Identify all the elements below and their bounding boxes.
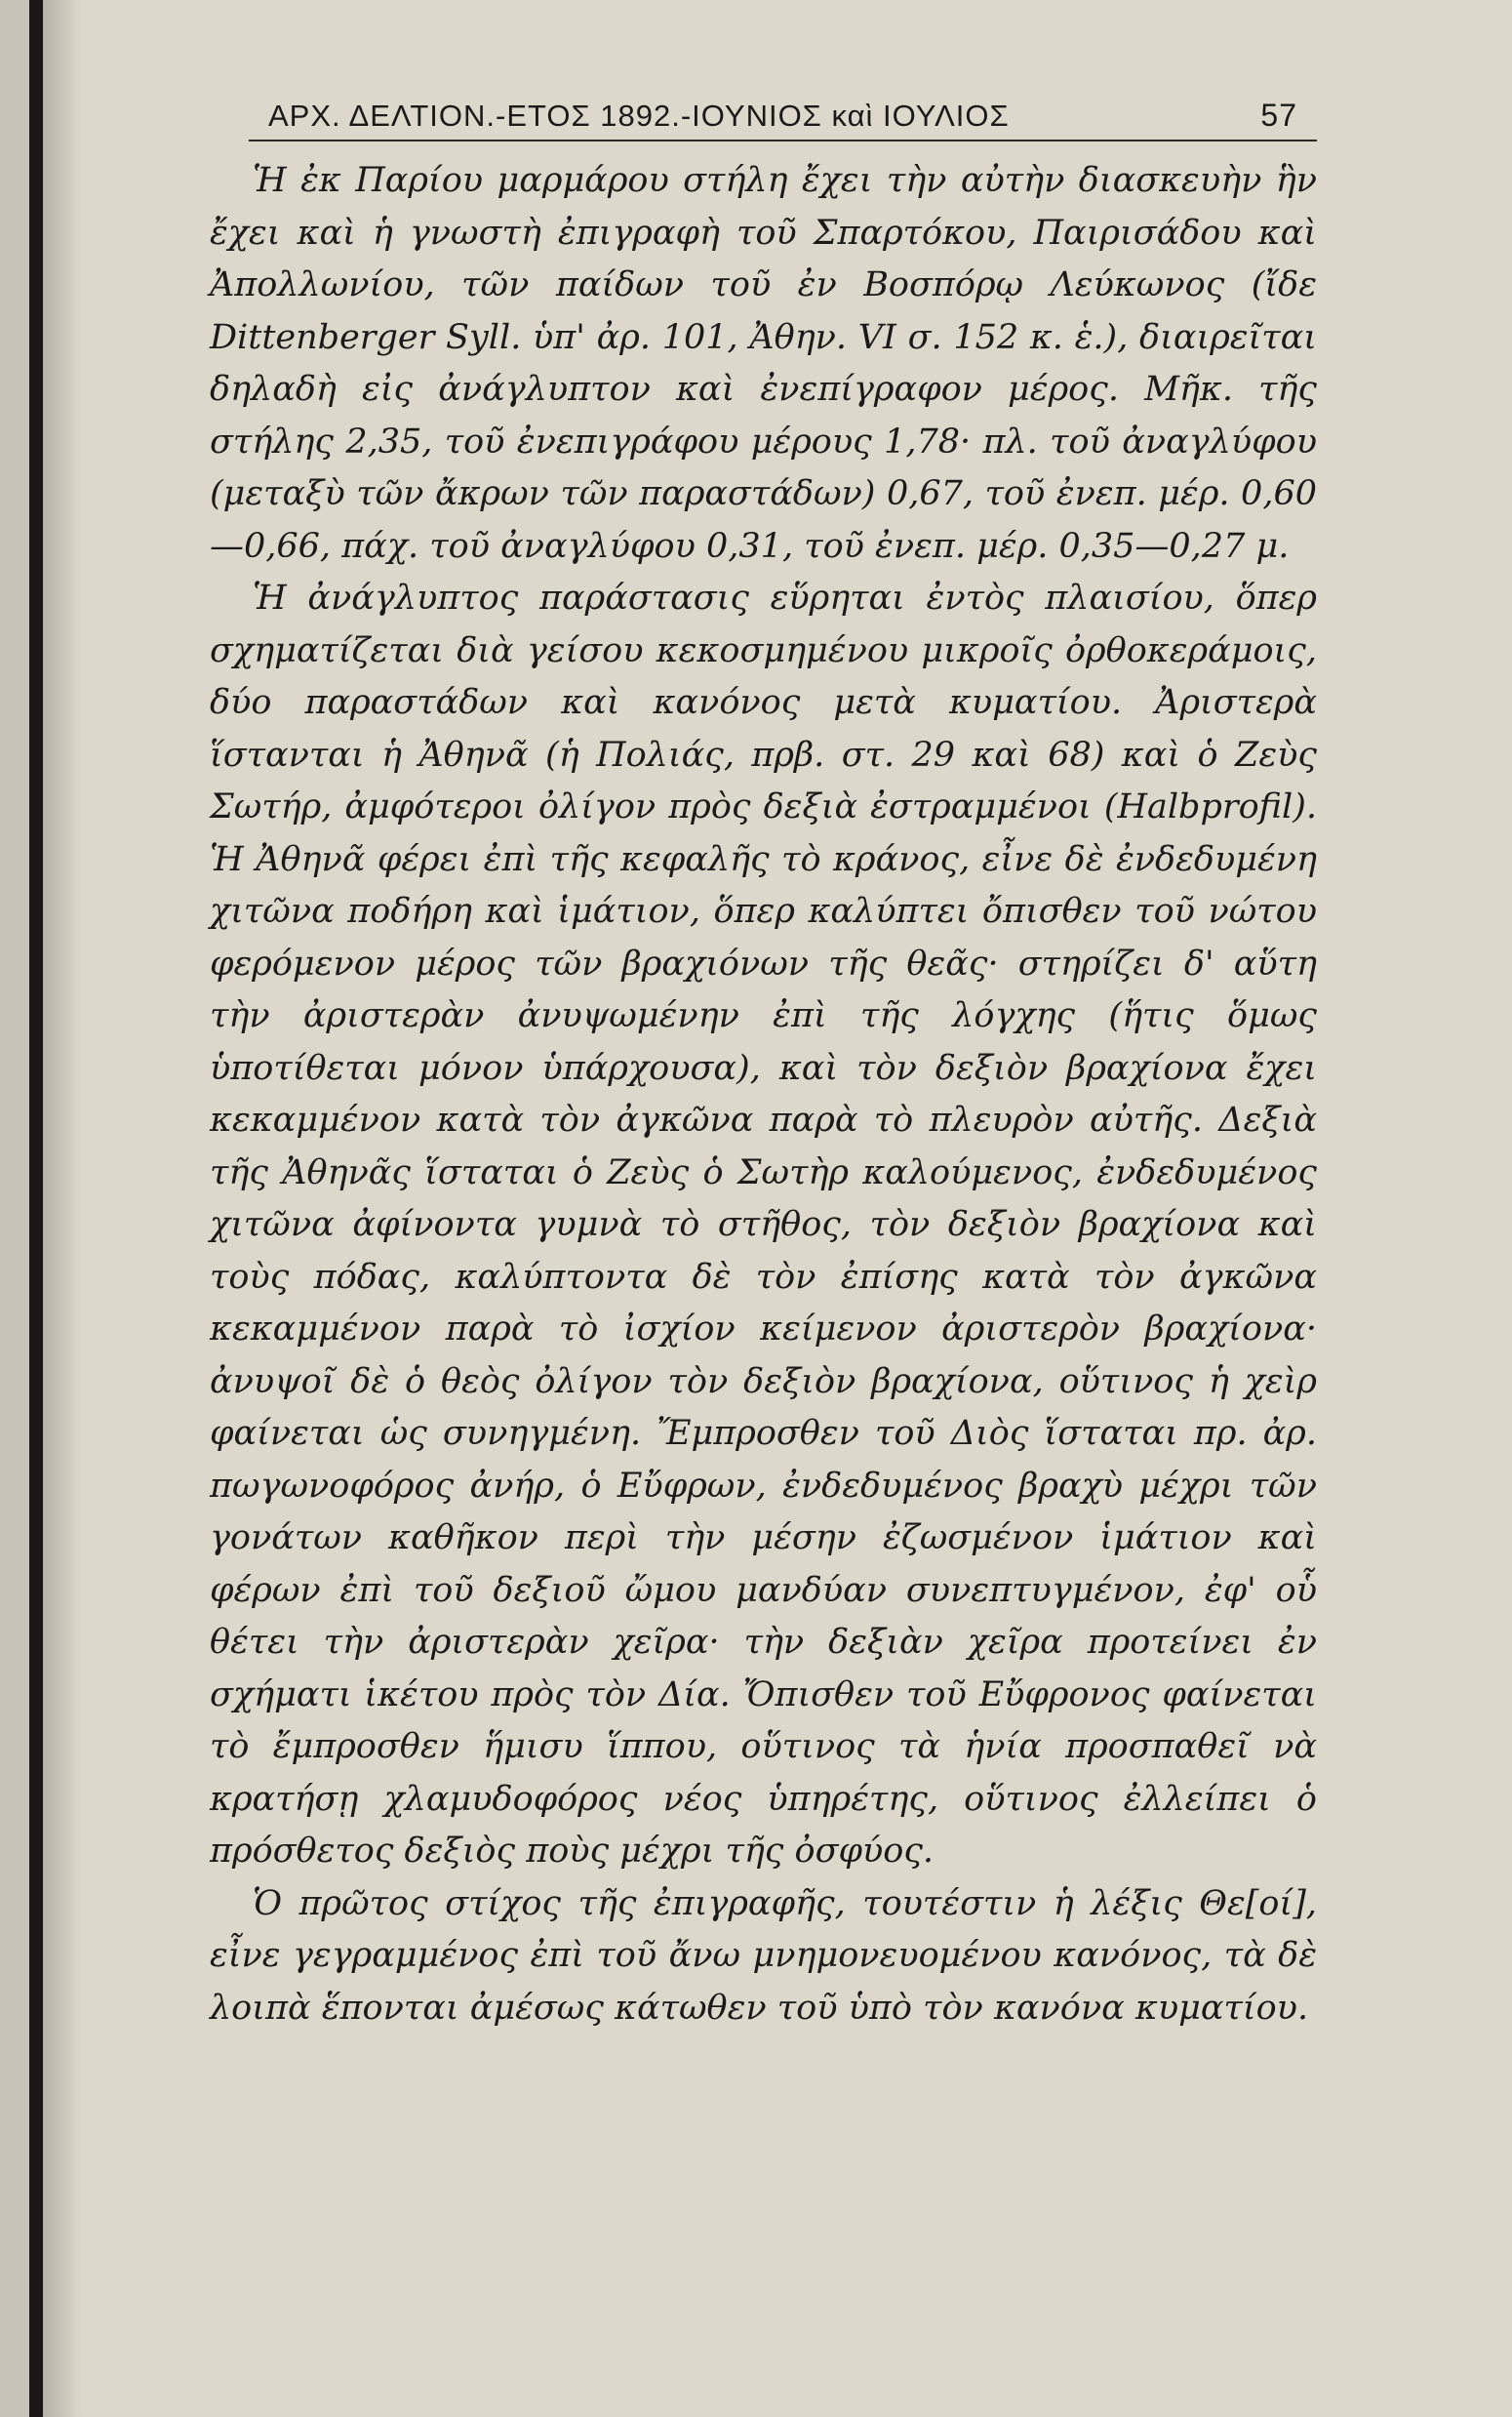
paragraph: Ὁ πρῶτος στίχος τῆς ἐπιγραφῆς, τουτέστιν ἡ λέξις Θε[οί], εἶνε γεγραμμένος ἐπὶ τοῦ ἄνω μνημονευομένου κανόνος, τὰ δὲ λοιπὰ ἕπονται ἀμέσως κάτωθεν τοῦ ὑπὸ τὸν κανόνα κυματίου. bbox=[210, 1883, 1317, 2028]
body-text bbox=[210, 155, 1317, 2034]
running-header bbox=[210, 98, 1317, 140]
paragraph: Ἡ ἀνάγλυπτος παράστασις εὕρηται ἐντὸς πλαισίου, ὅπερ σχηματίζεται διὰ γείσου κεκοσμημένου μικροῖς ὀρθοκεράμοις, δύο παραστάδων καὶ κανόνος μετὰ κυματίου. Ἀριστερὰ ἵστανται ἡ Ἀθηνᾶ (ἡ Πολιάς, πρβ. στ. 29 καὶ 68) καὶ ὁ Ζεὺς Σωτήρ, ἀμφότεροι ὀλίγον πρὸς δεξιὰ ἐστραμμένοι (Halbprofil). Ἡ Ἀθηνᾶ φέρει ἐπὶ τῆς κεφαλῆς τὸ κράνος, εἶνε δὲ ἐνδεδυμένη χιτῶνα ποδήρη καὶ ἱμάτιον, ὅπερ καλύπτει ὄπισθεν τοῦ νώτου φερόμενον μέρος τῶν βραχιόνων τῆς θεᾶς· στηρίζει δ' αὕτη τὴν ἀριστερὰν ἀνυψωμένην ἐπὶ τῆς λόγχης (ἥτις ὅμως ὑποτίθεται μόνον ὑπάρχουσα), καὶ τὸν δεξιὸν βραχίονα ἔχει κεκαμμένον κατὰ τὸν ἀγκῶνα παρὰ τὸ πλευρὸν αὐτῆς. Δεξιὰ τῆς Ἀθηνᾶς ἵσταται ὁ Ζεὺς ὁ Σωτὴρ καλούμενος, ἐνδεδυμένος χιτῶνα ἀφίνοντα γυμνὰ τὸ στῆθος, τὸν δεξιὸν βραχίονα καὶ τοὺς πόδας, καλύπτοντα δὲ τὸν ἐπίσης κατὰ τὸν ἀγκῶνα κεκαμμένον παρὰ τὸ ἰσχίον κείμενον ἀριστερὸν βραχίονα· ἀνυψοῖ δὲ ὁ θεὸς ὀλίγον τὸν δεξιὸν βραχίονα, οὕτινος ἡ χεὶρ φαίνεται ὡς συνηγμένη. Ἔμπροσθεν τοῦ Διὸς ἵσταται πρ. ἀρ. πωγωνοφόρος ἀνήρ, ὁ Εὔφρων, ἐνδεδυμένος βραχὺ μέχρι τῶν γονάτων καθῆκον περὶ τὴν μέσην ἐζωσμένον ἱμάτιον καὶ φέρων ἐπὶ τοῦ δεξιοῦ ὤμου μανδύαν συνεπτυγμένον, ἐφ' οὗ θέτει τὴν ἀριστερὰν χεῖρα· τὴν δεξιὰν χεῖρα προτείνει ἐν σχήματι ἱκέτου πρὸς τὸν Δία. Ὄπισθεν τοῦ Εὔφρονος φαίνεται τὸ ἔμπροσθεν ἥμισυ ἵππου, οὕτινος τὰ ἡνία προσπαθεῖ νὰ κρατήσῃ χλαμυδοφόρος νέος ὑπηρέτης, οὕτινος ἐλλείπει ὁ πρόσθετος δεξιὸς ποὺς μέχρι τῆς ὀσφύος. bbox=[210, 579, 1317, 1871]
book-spine bbox=[29, 0, 43, 2417]
page-number: 57 bbox=[1260, 98, 1297, 133]
header-rule bbox=[249, 140, 1317, 141]
running-title: ΑΡΧ. ΔΕΛΤΙΟΝ.-ΕΤΟΣ 1892.-ΙΟΥΝΙΟΣ καὶ ΙΟΥΛΙΟΣ bbox=[268, 99, 1010, 133]
gutter-shadow bbox=[43, 0, 82, 2417]
paragraph: Ἡ ἐκ Παρίου μαρμάρου στήλη ἔχει τὴν αὐτὴν διασκευὴν ἣν ἔχει καὶ ἡ γνωστὴ ἐπιγραφὴ τοῦ Σπαρτόκου, Παιρισάδου καὶ Ἀπολλωνίου, τῶν παίδων τοῦ ἐν Βοσπόρῳ Λεύκωνος (ἴδε Dittenberger Syll. ὑπ' ἀρ. 101, Ἀθην. VI σ. 152 κ. ἑ.), διαιρεῖται δηλαδὴ εἰς ἀνάγλυπτον καὶ ἐνεπίγραφον μέρος. Μῆκ. τῆς στήλης 2,35, τοῦ ἐνεπιγράφου μέρους 1,78· πλ. τοῦ ἀναγλύφου (μεταξὺ τῶν ἄκρων τῶν παραστάδων) 0,67, τοῦ ἐνεπ. μέρ. 0,60—0,66, πάχ. τοῦ ἀναγλύφου 0,31, τοῦ ἐνεπ. μέρ. 0,35—0,27 μ. bbox=[210, 161, 1317, 566]
book-page bbox=[210, 98, 1317, 2034]
scan-margin bbox=[0, 0, 29, 2417]
